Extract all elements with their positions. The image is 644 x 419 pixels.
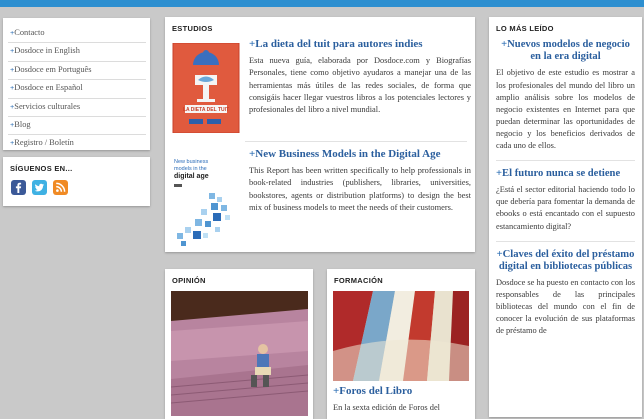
plus-icon: + — [10, 46, 15, 56]
mas-leido-list — [496, 39, 635, 338]
dieta-cover-text: LA DIETA DEL TUIT — [182, 107, 230, 113]
formacion-panel — [327, 269, 475, 419]
social-title: SÍGUENOS EN... — [10, 164, 73, 173]
business-models-cover-illustration — [171, 153, 241, 247]
top-accent-bar — [0, 0, 644, 7]
side-article-body: Dosdoce se ha puesto en contacto con los responsables de las principales bibliotecas del mundo con el fin de conocer la evolución de sus plataformas de préstamo de — [496, 278, 635, 336]
plus-icon: + — [10, 138, 15, 148]
article-title[interactable]: +La dieta del tuit para autores indies — [249, 38, 423, 50]
formacion-article — [333, 385, 469, 414]
formacion-image[interactable] — [333, 291, 469, 381]
nav-item-label: Dosdoce en Español — [14, 83, 83, 93]
nav-item-label: Dosdoce em Português — [14, 64, 92, 74]
opinion-panel — [165, 269, 313, 419]
formacion-title: FORMACIÓN — [334, 276, 383, 285]
cover-text: New business — [174, 159, 209, 165]
rss-icon[interactable] — [53, 180, 68, 195]
cover-text: models in the — [174, 166, 207, 172]
mas-leido-title: LO MÁS LEÍDO — [496, 24, 554, 33]
plus-icon: + — [10, 101, 15, 111]
plus-icon: + — [10, 28, 15, 37]
side-article-body: ¿Está el sector editorial haciendo todo lo que debería para fomentar la demanda de ebooks o está encantado con el supuesto estancamiento digital? — [496, 185, 635, 231]
article-divider — [496, 160, 635, 161]
nav-item-servicios[interactable] — [8, 99, 146, 117]
plus-icon: + — [10, 83, 15, 93]
estudios-title: ESTUDIOS — [172, 24, 213, 33]
twitter-icon[interactable] — [32, 180, 47, 195]
article-body: This Report has been written specifically to help professionals in book-related industries (publishers, libraries, universities, bookstores, agents or distribution platforms) to design the best mix of business models to meet the needs of their customers. — [249, 166, 471, 212]
article-body: Esta nueva guía, elaborada por Dosdoce.com y Biografías Personales, tiene como objetivo ayudaros a manejar una de las herramientas más útiles de las redes sociales, de forma que consigáis hacer llegar vuestros libros a los potenciales lectores y profesionales del libro a nivel mundial. — [249, 56, 471, 115]
book-cover-business-models[interactable] — [171, 153, 241, 247]
nav-item-contacto[interactable] — [8, 25, 146, 43]
dieta-cover-illustration — [171, 43, 241, 133]
nav-item-english[interactable] — [8, 43, 146, 61]
nav-item-portugues[interactable] — [8, 62, 146, 80]
plus-icon: + — [10, 119, 15, 129]
side-article-title[interactable]: +Claves del éxito del préstamo digital en bibliotecas públicas — [496, 248, 635, 272]
nav-item-registro[interactable] — [8, 135, 146, 152]
nav-list — [3, 18, 150, 153]
cover-text: digital age — [174, 173, 209, 180]
opinion-title: OPINIÓN — [172, 276, 206, 285]
nav-item-label: Registro / Boletín — [14, 138, 74, 148]
article-divider — [496, 241, 635, 242]
article-business-models — [249, 148, 471, 214]
article-dieta-tuit — [249, 38, 471, 116]
side-article-body: El objetivo de este estudio es mostrar a los profesionales del mundo del libro un amplio análisis sobre los modelos de negocio existentes en Internet para que puedan determinar las oportunidades de negocio y los beneficios derivados de cada uno de ellos. — [496, 68, 635, 150]
nav-item-espanol[interactable] — [8, 80, 146, 98]
nav-item-label: Contacto — [14, 28, 45, 37]
side-article-title[interactable]: +El futuro nunca se detiene — [496, 168, 621, 180]
nav-item-blog[interactable] — [8, 117, 146, 135]
article-title[interactable]: +Foros del Libro — [333, 385, 413, 397]
social-panel — [3, 157, 150, 206]
social-icons — [3, 173, 150, 198]
estudios-panel — [165, 17, 475, 252]
nav-item-label: Dosdoce in English — [14, 46, 80, 56]
opinion-image[interactable] — [171, 291, 308, 416]
nav-item-label: Servicios culturales — [14, 101, 81, 111]
facebook-icon[interactable] — [11, 180, 26, 195]
book-cover-dieta[interactable] — [171, 43, 241, 133]
article-divider — [245, 141, 467, 142]
side-article-title[interactable]: +Nuevos modelos de negocio en la era digital — [501, 39, 630, 63]
plus-icon: + — [10, 64, 15, 74]
article-title[interactable]: +New Business Models in the Digital Age — [249, 148, 441, 160]
sidebar-nav — [3, 18, 150, 150]
nav-item-label: Blog — [14, 119, 31, 129]
article-body: En la sexta edición de Foros del — [333, 403, 440, 412]
mas-leido-panel — [489, 17, 642, 417]
